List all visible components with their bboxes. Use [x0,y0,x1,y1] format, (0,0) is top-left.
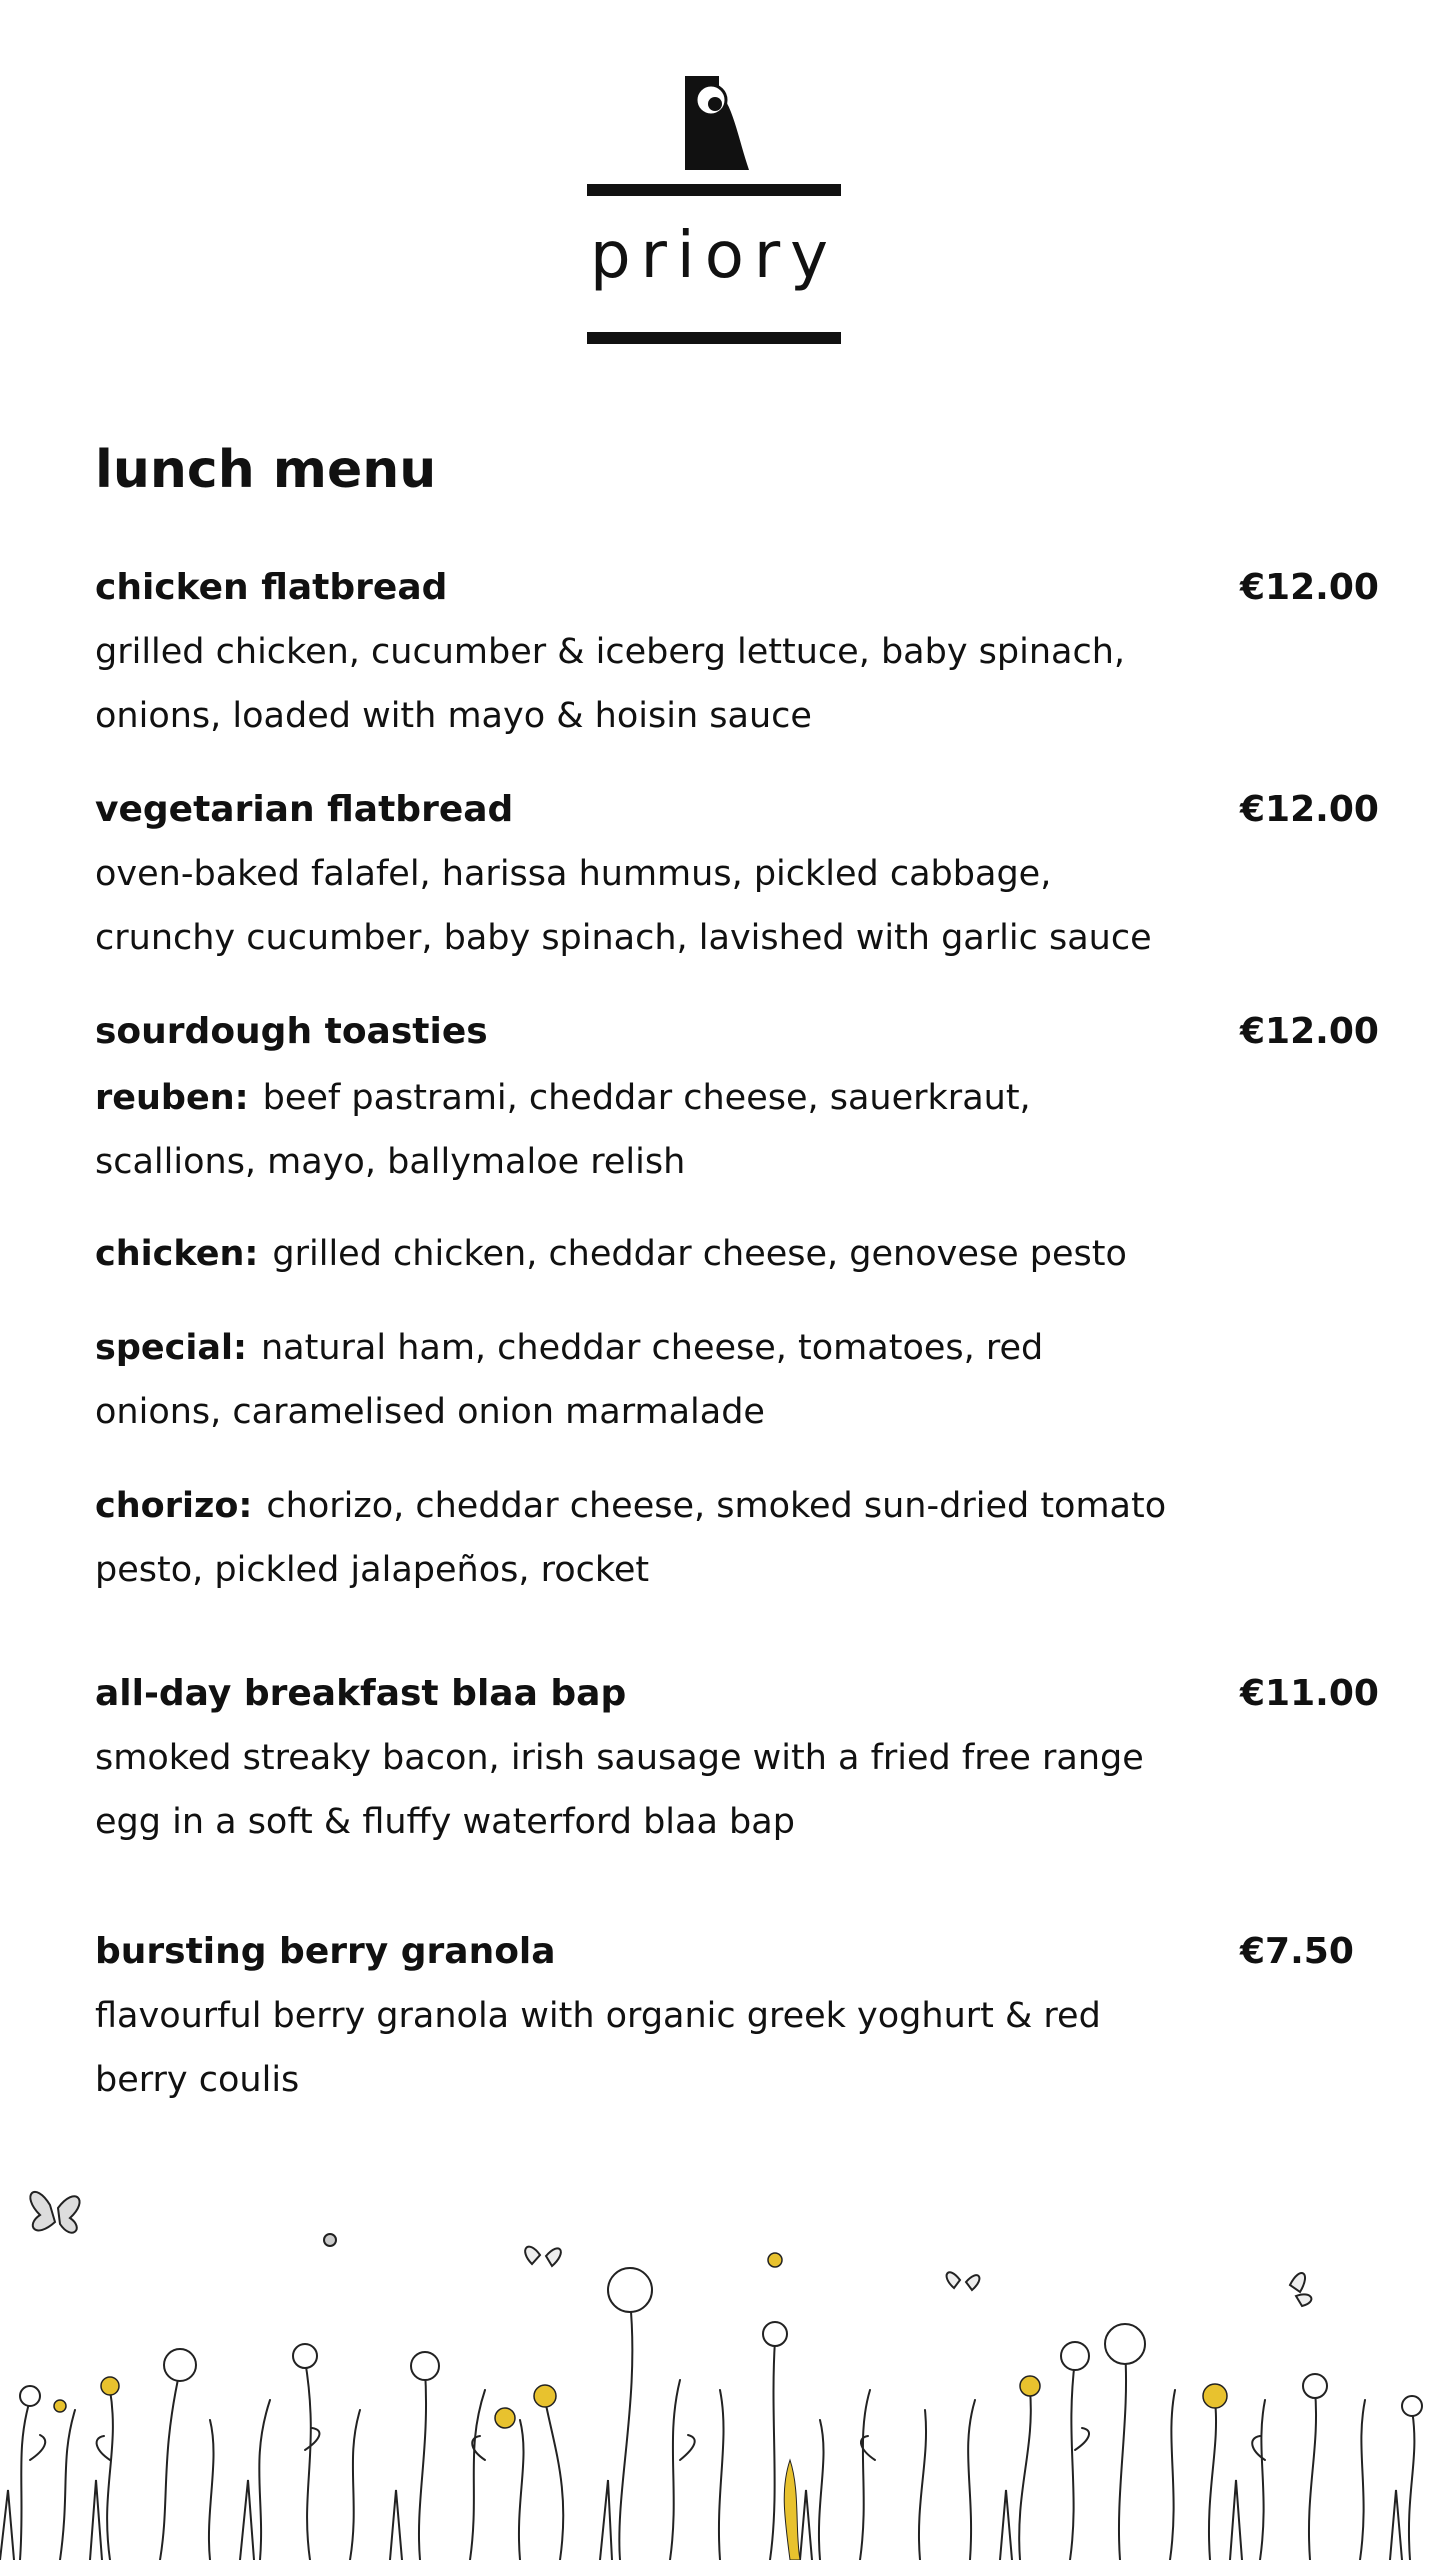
butterfly-icon [947,2272,980,2290]
menu-item [95,1926,1375,2112]
variant-label: reuben: [95,1078,249,1118]
variant-label: special: [95,1328,247,1368]
priory-emblem-icon [587,74,841,346]
item-price: €12.00 [1240,567,1379,608]
item-description: oven-baked falafel, harissa hummus, pickled cabbage, crunchy cucumber, baby spinach, lavished with garlic sauce [95,854,1152,958]
priory-logo [587,74,841,346]
wildflower-meadow-illustration [0,2160,1440,2560]
menu-item [95,784,1379,970]
brand-name: priory [589,219,839,293]
butterfly-icon [1290,2273,1311,2306]
toastie-variant [95,1066,1175,1194]
toastie-variant [95,1474,1175,1602]
item-name: all-day breakfast blaa bap [95,1673,627,1714]
item-price: €12.00 [1240,789,1379,830]
variant-description: beef pastrami, cheddar cheese, sauerkraut, scallions, mayo, ballymaloe relish [95,1078,1031,1182]
item-description: smoked streaky bacon, irish sausage with a fried free range egg in a soft & fluffy waterford blaa bap [95,1738,1144,1842]
item-description: flavourful berry granola with organic greek yoghurt & red berry coulis [95,1996,1101,2100]
variant-label: chicken: [95,1234,259,1274]
variant-description: natural ham, cheddar cheese, tomatoes, red onions, caramelised onion marmalade [95,1328,1044,1432]
menu-item [95,562,1379,748]
item-name: bursting berry granola [95,1931,556,1972]
item-name: vegetarian flatbread [95,789,514,830]
butterfly-icon [525,2247,561,2266]
variant-description: grilled chicken, cheddar cheese, genovese pesto [272,1234,1127,1274]
variant-description: chorizo, cheddar cheese, smoked sun-dried tomato pesto, pickled jalapeños, rocket [95,1486,1167,1590]
butterfly-icon [30,2192,79,2233]
menu-item [95,1668,1379,1854]
menu-item [95,1006,1379,1058]
item-price: €11.00 [1240,1673,1379,1714]
item-description: grilled chicken, cucumber & iceberg lettuce, baby spinach, onions, loaded with mayo & hoisin sauce [95,632,1126,736]
item-name: chicken flatbread [95,567,448,608]
item-price: €7.50 [1240,1931,1354,1972]
toastie-variant [95,1316,1175,1444]
item-name: sourdough toasties [95,1011,488,1052]
item-price: €12.00 [1240,1011,1379,1052]
variant-label: chorizo: [95,1486,253,1526]
menu-title: lunch menu [95,440,437,500]
toastie-variant [95,1222,1175,1286]
